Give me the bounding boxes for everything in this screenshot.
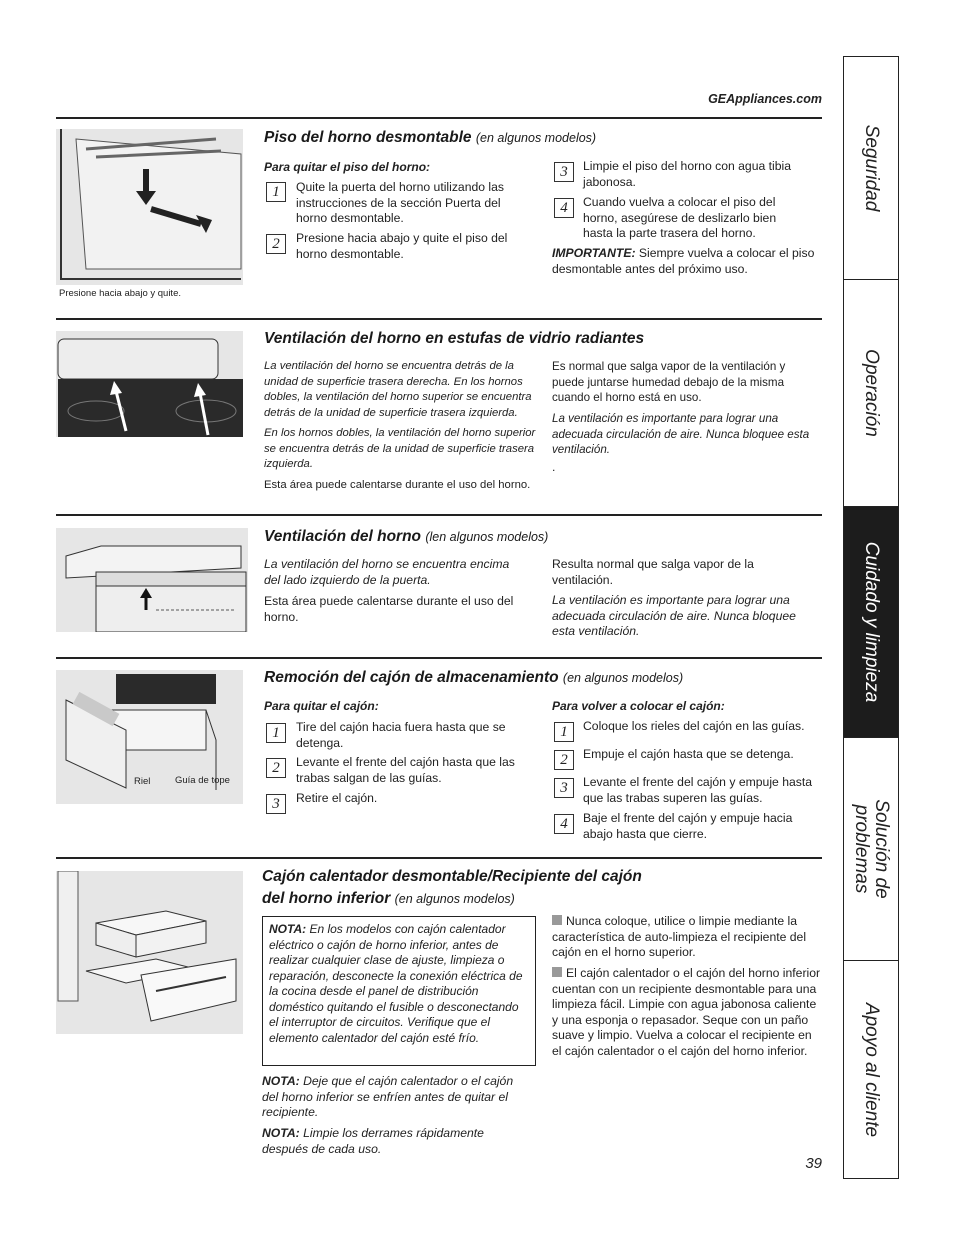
step-number: 3 bbox=[554, 778, 574, 798]
step-text: Presione hacia abajo y quite el piso del horno desmontable. bbox=[296, 231, 508, 261]
section-title: Ventilación del horno (len algunos modelos) bbox=[264, 528, 549, 545]
subheading: Para quitar el cajón: bbox=[264, 699, 379, 713]
tab-solucion-problemas[interactable]: Solución de problemas bbox=[844, 738, 898, 961]
step-text: Baje el frente del cajón y empuje hacia abajo hasta que cierre. bbox=[583, 811, 793, 841]
section-title: Cajón calentador desmontable/Recipiente del cajón del horno inferior (en algunos modelos) bbox=[262, 868, 642, 907]
step-number: 1 bbox=[266, 723, 286, 743]
warning-note-box: NOTA: En los modelos con cajón calentador eléctrico o cajón de horno inferior, antes de realizar cualquier clase de ajuste, limpieza o reparación, desconecte la conexión eléctrica de la cocina desde el panel de distribución doméstico quitando el fusible o desconectando el interruptor de circuitos. Verifique que el elemento calentador del cajón esté frío. bbox=[262, 916, 536, 1066]
step-number: 3 bbox=[554, 162, 574, 182]
step-number: 3 bbox=[266, 794, 286, 814]
warming-drawer-illustration bbox=[56, 871, 243, 1034]
note: NOTA: Limpie los derrames rápidamente después de cada uso. bbox=[262, 1126, 484, 1156]
section-title: Remoción del cajón de almacenamiento (en algunos modelos) bbox=[264, 669, 684, 686]
step-number: 2 bbox=[266, 758, 286, 778]
site-url: GEAppliances.com bbox=[708, 92, 822, 106]
tab-cuidado-limpieza[interactable]: Cuidado y limpieza bbox=[844, 507, 898, 738]
step-number: 1 bbox=[554, 722, 574, 742]
step-text: Empuje el cajón hasta que se detenga. bbox=[583, 747, 794, 761]
tab-operacion[interactable]: Operación bbox=[844, 280, 898, 507]
tab-seguridad[interactable]: Seguridad bbox=[844, 57, 898, 280]
section-divider bbox=[56, 657, 822, 659]
page-number: 39 bbox=[805, 1155, 822, 1172]
subheading: Para quitar el piso del horno: bbox=[264, 160, 431, 174]
step-text: Cuando vuelva a colocar el piso del horno, asegúrese de deslizarlo bien hasta la parte trasera del horno. bbox=[583, 195, 777, 240]
step-text: Retire el cajón. bbox=[296, 791, 378, 805]
bullet-item: El cajón calentador o el cajón del horno inferior cuentan con un recipiente desmontable para una limpieza fácil. Limpie con agua jabonosa caliente y una esponja o repasador. Seque con un paño suave y limpio. Vuelva a colocar el recipiente en el cajón calentador o el cajón del horno inferior. bbox=[552, 966, 821, 1058]
paragraph: Esta área puede calentarse durante el uso del horno. bbox=[264, 594, 514, 624]
section-divider bbox=[56, 318, 822, 320]
section-title: Ventilación del horno en estufas de vidrio radiantes bbox=[264, 330, 645, 347]
paragraph: La ventilación del horno se encuentra encima del lado izquierdo de la puerta. bbox=[264, 557, 510, 587]
step-number: 4 bbox=[554, 198, 574, 218]
paragraph: La ventilación del horno se encuentra detrás de la unidad de superficie trasera derecha. En los hornos dobles, la ventilación del horno superior se encuentra detrás de la unidad de superficie trasera izquierda. bbox=[264, 360, 532, 419]
paragraph: Es normal que salga vapor de la ventilación y puede juntarse humedad debajo de la misma cuando el horno está en uso. bbox=[552, 360, 786, 404]
paragraph: En los hornos dobles, la ventilación del horno superior se encuentra detrás de la unidad de superficie trasera izquierda. bbox=[264, 427, 536, 470]
step-number: 4 bbox=[554, 814, 574, 834]
important-note: IMPORTANTE: Siempre vuelva a colocar el piso desmontable antes del próximo uso. bbox=[552, 246, 815, 276]
figure-caption: Presione hacia abajo y quite. bbox=[59, 288, 181, 299]
step-text: Coloque los rieles del cajón en las guías. bbox=[583, 719, 805, 733]
step-text: Limpie el piso del horno con agua tibia jabonosa. bbox=[583, 159, 792, 189]
tab-apoyo-cliente[interactable]: Apoyo al cliente bbox=[861, 1002, 882, 1137]
bullet-item: Nunca coloque, utilice o limpie mediante la característica de auto-limpieza el recipiente del cajón en el horno superior. bbox=[552, 914, 807, 959]
figure-label: Riel bbox=[134, 776, 151, 787]
step-text: Levante el frente del cajón y empuje hasta que las trabas superen las guías. bbox=[583, 775, 813, 805]
paragraph: La ventilación es importante para lograr una adecuada circulación de aire. Nunca bloquee esta ventilación. bbox=[552, 593, 796, 638]
paragraph: . bbox=[552, 460, 556, 474]
section-divider bbox=[56, 857, 822, 859]
paragraph: Esta área puede calentarse durante el uso del horno. bbox=[264, 479, 531, 491]
note: NOTA: Deje que el cajón calentador o el cajón del horno inferior se enfríen antes de quitar el recipiente. bbox=[262, 1074, 514, 1119]
step-text: Levante el frente del cajón hasta que las trabas salgan de las guías. bbox=[296, 755, 515, 785]
step-text: Tire del cajón hacia fuera hasta que se detenga. bbox=[296, 720, 506, 750]
paragraph: La ventilación es importante para lograr una adecuada circulación de aire. Nunca bloquee esta ventilación. bbox=[552, 412, 810, 456]
square-bullet-icon bbox=[552, 915, 562, 925]
section-divider bbox=[56, 514, 822, 516]
section-divider bbox=[56, 117, 822, 119]
subheading: Para volver a colocar el cajón: bbox=[552, 699, 725, 713]
section-title: Piso del horno desmontable (en algunos modelos) bbox=[264, 129, 597, 146]
step-number: 1 bbox=[266, 182, 286, 202]
cooktop-vent-illustration bbox=[56, 331, 243, 437]
step-text: Quite la puerta del horno utilizando las instrucciones de la sección Puerta del horno desmontable. bbox=[296, 180, 504, 225]
step-number: 2 bbox=[266, 234, 286, 254]
oven-vent-illustration bbox=[56, 528, 248, 632]
oven-floor-illustration bbox=[56, 129, 243, 285]
paragraph: Resulta normal que salga vapor de la ventilación. bbox=[552, 557, 754, 587]
side-tabs bbox=[843, 56, 899, 1179]
step-number: 2 bbox=[554, 750, 574, 770]
figure-label: Guía de tope bbox=[175, 775, 230, 786]
square-bullet-icon bbox=[552, 967, 562, 977]
